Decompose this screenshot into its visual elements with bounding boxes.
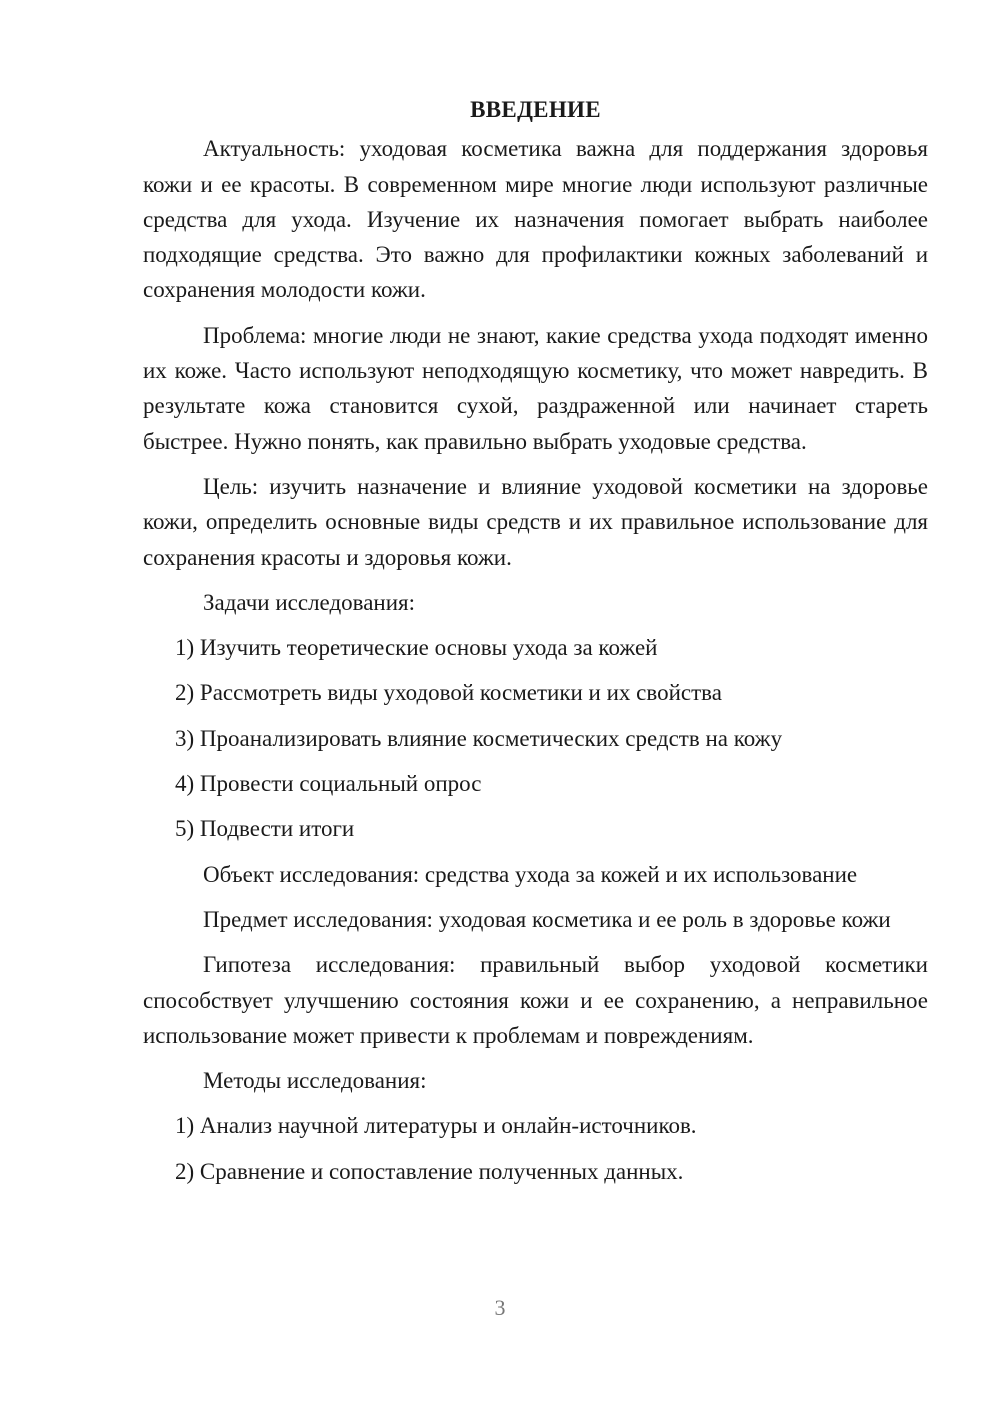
task-item: 2) Рассмотреть виды уходовой косметики и их свойства bbox=[175, 680, 722, 706]
method-item: 1) Анализ научной литературы и онлайн-источников. bbox=[175, 1113, 697, 1139]
goal-paragraph: Цель: изучить назначение и влияние уходовой косметики на здоровье кожи, определить основные виды средств и их правильное использование для сохранения красоты и здоровья кожи. bbox=[143, 473, 928, 570]
problem-paragraph: Проблема: многие люди не знают, какие средства ухода подходят именно их коже. Часто используют неподходящую косметику, что может навредить. В результате кожа становится сухой, раздраженной или начинает стареть быстрее. Нужно понять, как правильно выбрать уходовые средства. bbox=[143, 322, 928, 454]
task-item: 1) Изучить теоретические основы ухода за кожей bbox=[175, 635, 658, 661]
methods-list bbox=[143, 1108, 928, 1189]
task-item: 5) Подвести итоги bbox=[175, 816, 355, 842]
object-paragraph: Объект исследования: средства ухода за кожей и их использование bbox=[203, 861, 858, 887]
page-number: 3 bbox=[494, 1295, 506, 1320]
method-item: 2) Сравнение и сопоставление полученных данных. bbox=[175, 1158, 684, 1184]
section-title: ВВЕДЕНИЕ bbox=[470, 97, 601, 122]
tasks-heading: Задачи исследования: bbox=[203, 589, 416, 615]
relevance-paragraph: Актуальность: уходовая косметика важна для поддержания здоровья кожи и ее красоты. В современном мире многие люди используют различные средства для ухода. Изучение их назначения помогает выбрать наиболее подходящие средства. Это важно для профилактики кожных заболеваний и сохранения молодости кожи. bbox=[143, 136, 928, 303]
task-item: 4) Провести социальный опрос bbox=[175, 771, 482, 797]
tasks-list bbox=[143, 630, 928, 846]
document-page bbox=[143, 92, 928, 1199]
subject-paragraph: Предмет исследования: уходовая косметика и ее роль в здоровье кожи bbox=[203, 906, 891, 932]
task-item: 3) Проанализировать влияние косметических средств на кожу bbox=[175, 725, 783, 751]
methods-heading: Методы исследования: bbox=[203, 1068, 427, 1094]
hypothesis-paragraph: Гипотеза исследования: правильный выбор уходовой косметики способствует улучшению состояния кожи и ее сохранению, а неправильное использование может привести к проблемам и повреждениям. bbox=[143, 952, 928, 1048]
